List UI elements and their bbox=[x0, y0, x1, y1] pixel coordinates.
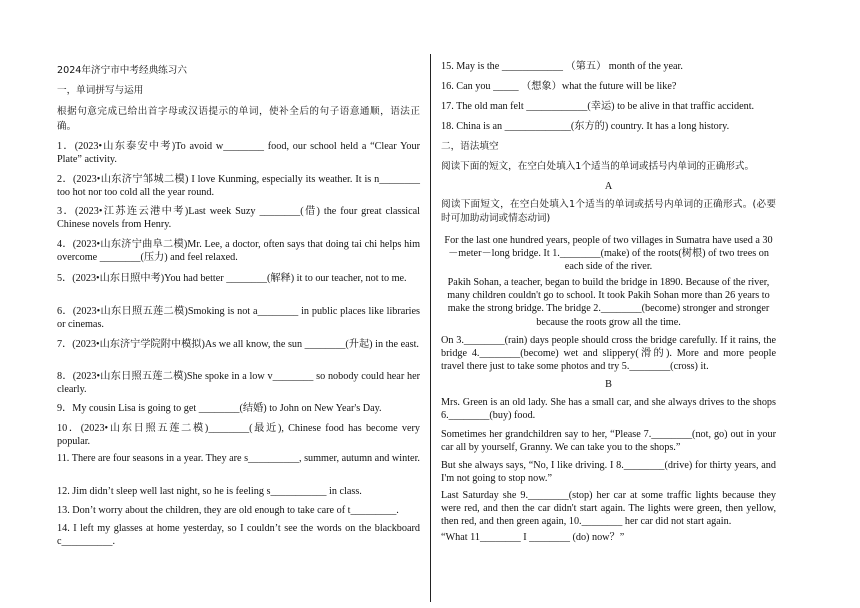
question-17: 17. The old man felt ____________(幸运) to be alive in that traffic accident. bbox=[441, 101, 755, 112]
question-9: 9．My cousin Lisa is going to get ________(结婚) to John on New Year's Day. bbox=[57, 403, 382, 414]
question-2: 2．(2023•山东济宁邹城二模) I love Kunming, especially its weather. It is n________ too hot nor too cold all the year round. bbox=[57, 174, 420, 199]
question-1: 1．(2023•山东泰安中考)To avoid w________ food, our school held a “Clear Your Plate” activity. bbox=[57, 141, 420, 166]
question-3: 3．(2023•江苏连云港中考)Last week Suzy ________(借) the four great classical Chinese novels from Henry. bbox=[57, 206, 420, 231]
part-a-instruction: 阅读下面短文，在空白处填入1个适当的单词或括号内单词的正确形式。(必要时可加助动词或情态动词) bbox=[441, 199, 776, 224]
right-column bbox=[441, 0, 776, 608]
part-a-paragraph-3: On 3.________(rain) days people should cross the bridge carefully. If it rains, the bridge 4.________(become) wet and slippery(滑的). More and more people travel there just to take some photos and try 5.________(cross) it. bbox=[441, 335, 776, 373]
question-7: 7．(2023•山东济宁学院附中模拟)As we all know, the sun ________(升起) in the east. bbox=[57, 339, 419, 350]
section2-instruction: 阅读下面的短文，在空白处填入1个适当的单词或括号内单词的正确形式。 bbox=[441, 161, 755, 172]
question-8: 8．(2023•山东日照五莲二模)She spoke in a low v________ so nobody could hear her clearly. bbox=[57, 371, 420, 396]
page-title: 2024年济宁市中考经典练习六 bbox=[57, 65, 187, 76]
question-5: 5．(2023•山东日照中考)You had better ________(解释) it to our teacher, not to me. bbox=[57, 273, 407, 284]
section1-instruction: 根据句意完成已给出首字母或汉语提示的单词，使补全后的句子语意通顺，语法正确。 bbox=[57, 106, 420, 132]
question-10: 10．(2023•山东日照五莲二模)________(最近), Chinese food has become very popular. bbox=[57, 423, 420, 448]
left-column bbox=[57, 0, 420, 608]
question-4: 4．(2023•山东济宁曲阜二模)Mr. Lee, a doctor, often says that doing tai chi helps him overcome ________(压力) and feel relaxed. bbox=[57, 239, 420, 264]
question-16: 16. Can you _____ （想象）what the future will be like? bbox=[441, 81, 677, 92]
column-divider bbox=[430, 54, 431, 602]
part-a-paragraph-2: Pakih Sohan, a teacher, began to build the bridge in 1890. Because of the river, many children couldn't go to school. It took Pakih Sohan more than 26 years to make the strong bridge. The bridge 2.________(become) stronger and stronger because the roots grow all the time. bbox=[447, 277, 770, 328]
part-b-label: B bbox=[605, 379, 612, 390]
part-b-paragraph-2: Sometimes her grandchildren say to her, “Please 7.________(not, go) out in your car all by yourself, Granny. We can take you to the shops.” bbox=[441, 429, 776, 454]
part-b-paragraph-4: Last Saturday she 9.________(stop) her car at some traffic lights because they were red, and then the car didn't start again. The lights were green, then yellow, then red, and then green again, 10.________ her car did not start again. bbox=[441, 490, 776, 528]
part-b-paragraph-3: But she always says, “No, I like driving. I 8.________(drive) for thirty years, and I'm not going to stop now.” bbox=[441, 460, 776, 485]
question-12: 12. Jim didn’t sleep well last night, so he is feeling s___________ in class. bbox=[57, 486, 362, 497]
section1-heading: 一，单词拼写与运用 bbox=[57, 85, 144, 96]
question-6: 6．(2023•山东日照五莲二模)Smoking is not a________ in public places like libraries or cinemas. bbox=[57, 306, 420, 331]
part-a-paragraph-1: For the last one hundred years, people of two villages in Sumatra have used a 30－meter－long bridge. It 1.________(make) of the roots(树根) of two trees on each side of the river. bbox=[444, 235, 773, 273]
question-15: 15. May is the ____________ （第五） month of the year. bbox=[441, 61, 683, 72]
question-11: 11. There are four seasons in a year. They are s__________, summer, autumn and winter. bbox=[57, 453, 420, 464]
part-b-paragraph-1: Mrs. Green is an old lady. She has a small car, and she always drives to the shops 6.________(buy) food. bbox=[441, 397, 776, 422]
question-18: 18. China is an _____________(东方的) country. It has a long history. bbox=[441, 121, 730, 132]
part-b-paragraph-5: “What 11________ I ________ (do) now？” bbox=[441, 532, 625, 543]
question-13: 13. Don’t worry about the children, they are old enough to take care of t_________. bbox=[57, 505, 399, 516]
part-a-label: A bbox=[604, 181, 613, 192]
question-14: 14. I left my glasses at home yesterday, so I couldn’t see the words on the blackboard c__________. bbox=[57, 523, 420, 548]
section2-heading: 二，语法填空 bbox=[441, 141, 499, 152]
